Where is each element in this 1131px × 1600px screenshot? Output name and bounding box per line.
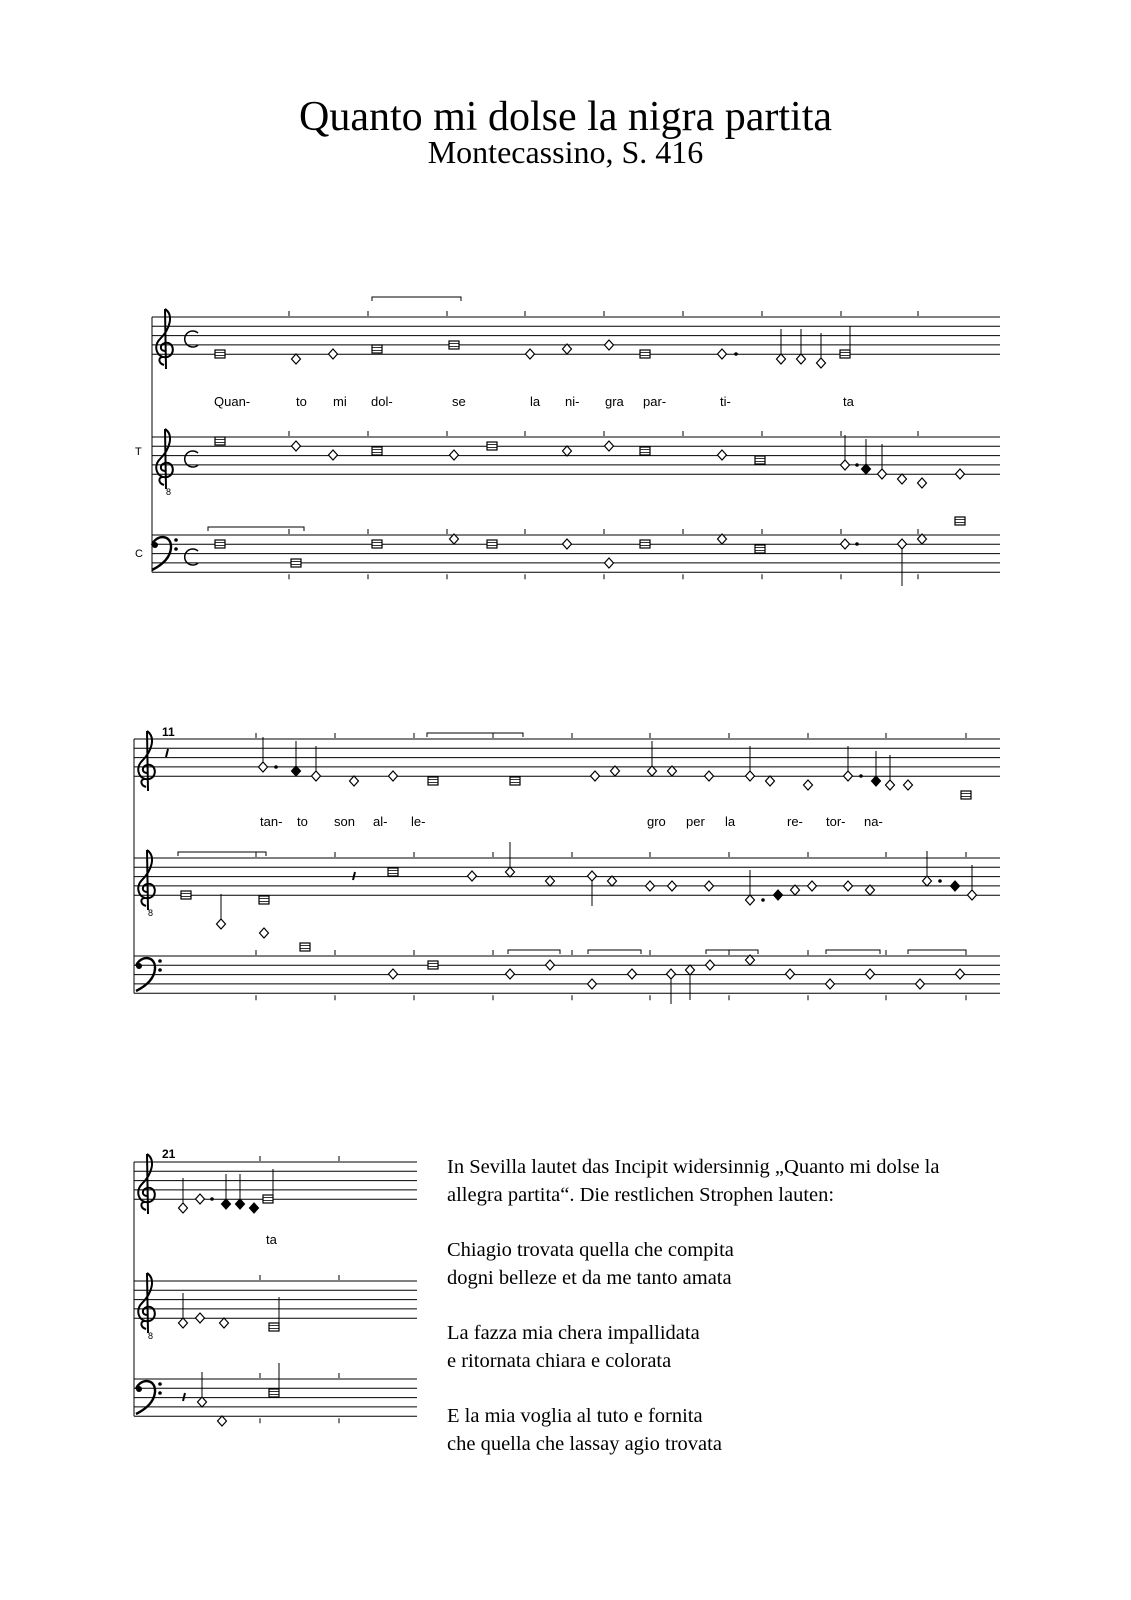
stanza-line: Chiagio trovata quella che compita — [447, 1239, 734, 1261]
ligature-bracket — [178, 852, 266, 856]
breve-note — [755, 545, 765, 553]
octave-mark: 8 — [148, 1331, 154, 1341]
semibreve-note — [686, 965, 695, 975]
semibreve-note — [389, 771, 398, 781]
breve-note — [372, 447, 382, 455]
semibreve-note — [196, 1313, 205, 1323]
lyric-syllable: dol- — [371, 394, 393, 409]
commentary-line: allegra partita“. Die restlichen Strophen lauten: — [447, 1184, 835, 1206]
lyric-syllable: re- — [787, 814, 803, 829]
voice-label-contratenor: C — [135, 548, 143, 560]
semibreve-note — [605, 441, 614, 451]
semibreve-note — [259, 762, 268, 772]
semibreve-note — [179, 1318, 188, 1328]
semibreve-note — [292, 354, 301, 364]
rest — [183, 1393, 185, 1401]
page-title: Quanto mi dolse la nigra partita — [298, 94, 833, 140]
ligature-bracket — [372, 297, 461, 301]
lyric-syllable: to — [297, 814, 308, 829]
ligature-bracket — [427, 733, 523, 737]
semibreve-note — [866, 885, 875, 895]
breve-note — [428, 961, 438, 969]
stanza-line: che quella che lassay agio trovata — [447, 1433, 722, 1455]
semibreve-note — [844, 771, 853, 781]
semibreve-note — [220, 1318, 229, 1328]
semibreve-note — [791, 885, 800, 895]
breve-note — [487, 540, 497, 548]
semibreve-note — [329, 450, 338, 460]
bass-clef — [174, 547, 178, 551]
semibreve-note — [563, 344, 572, 354]
semibreve-note — [777, 354, 786, 364]
stanza-2 — [447, 1236, 1007, 1292]
lyric-syllable: tor- — [826, 814, 846, 829]
semibreve-note — [546, 960, 555, 970]
dot-of-addition — [855, 463, 859, 467]
semibreve-note — [886, 780, 895, 790]
bass-clef — [158, 959, 162, 963]
semibreve-note — [196, 1194, 205, 1204]
semibreve-note — [705, 881, 714, 891]
semibreve-note — [608, 876, 617, 886]
semibreve-note — [605, 558, 614, 568]
minim-note — [951, 881, 960, 891]
semibreve-note — [956, 969, 965, 979]
minim-note — [250, 1203, 259, 1213]
semibreve-note — [648, 766, 657, 776]
semibreve-note — [292, 441, 301, 451]
semibreve-note — [605, 340, 614, 350]
breve-note — [510, 777, 520, 785]
semibreve-note — [746, 771, 755, 781]
lyric-syllable: la — [530, 394, 541, 409]
minim-note — [236, 1199, 245, 1209]
lyric-syllable: al- — [373, 814, 388, 829]
treble-clef — [138, 1154, 155, 1214]
semibreve-note — [866, 969, 875, 979]
lyric-syllable: ta — [266, 1232, 277, 1247]
semibreve-note — [706, 960, 715, 970]
semibreve-note — [389, 969, 398, 979]
score-text — [135, 394, 883, 1247]
semibreve-note — [918, 478, 927, 488]
semibreve-note — [329, 349, 338, 359]
semibreve-note — [179, 1203, 188, 1213]
semibreve-note — [198, 1397, 207, 1407]
semibreve-note — [923, 876, 932, 886]
lyric-syllable: son — [334, 814, 355, 829]
minim-note — [872, 776, 881, 786]
bass-clef — [158, 968, 162, 972]
dot-of-addition — [274, 765, 278, 769]
semibreve-note — [563, 446, 572, 456]
semibreve-note — [817, 358, 826, 368]
semibreve-note — [312, 771, 321, 781]
treble-clef — [138, 1273, 155, 1333]
stanza-3 — [447, 1319, 1007, 1375]
bass-clef — [158, 1382, 162, 1386]
semibreve-note — [450, 450, 459, 460]
lyric-syllable: gro — [647, 814, 666, 829]
dot-of-addition — [938, 879, 942, 883]
ligature-bracket — [826, 950, 880, 954]
breve-note — [215, 540, 225, 548]
semibreve-note — [646, 881, 655, 891]
semibreve-note — [667, 969, 676, 979]
ligature-bracket — [208, 527, 304, 531]
semibreve-note — [904, 780, 913, 790]
ligature-bracket — [508, 950, 560, 954]
dot-of-addition — [761, 898, 765, 902]
breve-note — [487, 442, 497, 450]
breve-note — [259, 896, 269, 904]
lyric-syllable: par- — [643, 394, 667, 409]
breve-note — [269, 1323, 279, 1331]
bass-clef — [152, 542, 158, 548]
bass-clef — [158, 1391, 162, 1395]
treble-clef — [156, 429, 173, 489]
breve-note — [388, 868, 398, 876]
semibreve-note — [591, 771, 600, 781]
rest — [353, 872, 355, 880]
commentary-line: In Sevilla lautet das Incipit widersinnig „Quanto mi dolse la — [447, 1156, 940, 1178]
octave-mark: 8 — [148, 908, 154, 918]
breve-note — [291, 559, 301, 567]
semibreve-note — [260, 928, 269, 938]
lyric-syllable: to — [296, 394, 307, 409]
treble-clef — [138, 850, 155, 910]
breve-note — [263, 1195, 273, 1203]
lyric-syllable: na- — [864, 814, 883, 829]
semibreve-note — [588, 979, 597, 989]
lyric-syllable: gra — [605, 394, 624, 409]
minim-note — [774, 890, 783, 900]
stanza-4 — [447, 1402, 1007, 1458]
semibreve-note — [841, 460, 850, 470]
semibreve-note — [705, 771, 714, 781]
semibreve-note — [766, 776, 775, 786]
stanza-line: La fazza mia chera impallidata — [447, 1322, 700, 1344]
breve-note — [961, 791, 971, 799]
lyric-syllable: mi — [333, 394, 347, 409]
breve-note — [269, 1389, 279, 1397]
octave-mark: 8 — [166, 487, 172, 497]
measure-number-21: 21 — [162, 1147, 176, 1161]
semibreve-note — [898, 474, 907, 484]
minim-note — [862, 464, 871, 474]
semibreve-note — [844, 881, 853, 891]
semibreve-note — [718, 349, 727, 359]
minim-note — [222, 1199, 231, 1209]
breve-note — [640, 540, 650, 548]
semibreve-note — [218, 1416, 227, 1426]
lyric-syllable: ta — [843, 394, 854, 409]
lyric-syllable: la — [725, 814, 736, 829]
semibreve-note — [588, 871, 597, 881]
lyric-syllable: se — [452, 394, 466, 409]
breve-note — [755, 456, 765, 464]
dot-of-addition — [859, 774, 863, 778]
page-subtitle: Montecassino, S. 416 — [427, 134, 704, 170]
measure-number-11: 11 — [162, 725, 175, 739]
breve-note — [449, 341, 459, 349]
commentary — [447, 1153, 1007, 1485]
treble-clef — [156, 309, 173, 369]
treble-clef — [138, 731, 155, 791]
semibreve-note — [611, 766, 620, 776]
breve-note — [300, 943, 310, 951]
semibreve-note — [746, 895, 755, 905]
semibreve-note — [506, 969, 515, 979]
dot-of-addition — [855, 542, 859, 546]
lyric-syllable: Quan- — [214, 394, 251, 409]
breve-note — [372, 540, 382, 548]
ligature-bracket — [706, 950, 758, 954]
semibreve-note — [826, 979, 835, 989]
lyric-syllable: le- — [411, 814, 426, 829]
semibreve-note — [786, 969, 795, 979]
commentary-intro — [447, 1153, 1007, 1209]
semibreve-note — [217, 919, 226, 929]
semibreve-note — [804, 780, 813, 790]
semibreve-note — [797, 354, 806, 364]
semibreve-note — [668, 766, 677, 776]
semibreve-note — [628, 969, 637, 979]
breve-note — [372, 345, 382, 353]
voice-label-tenor: T — [135, 446, 142, 458]
semibreve-note — [968, 890, 977, 900]
stanza-line: e ritornata chiara e colorata — [447, 1350, 672, 1372]
semibreve-note — [668, 881, 677, 891]
dot-of-addition — [210, 1197, 214, 1201]
breve-note — [215, 350, 225, 358]
lyric-syllable: per — [686, 814, 705, 829]
semibreve-note — [878, 469, 887, 479]
lyric-syllable: tan- — [260, 814, 283, 829]
stanza-line: E la mia voglia al tuto e fornita — [447, 1405, 703, 1427]
semibreve-note — [916, 979, 925, 989]
ligature-bracket — [908, 950, 966, 954]
semibreve-note — [526, 349, 535, 359]
semibreve-note — [350, 776, 359, 786]
breve-note — [955, 517, 965, 525]
semibreve-note — [956, 469, 965, 479]
breve-note — [840, 350, 850, 358]
stanza-line: dogni belleze et da me tanto amata — [447, 1267, 732, 1289]
semibreve-note — [841, 539, 850, 549]
semibreve-note — [468, 871, 477, 881]
lyric-syllable: ni- — [565, 394, 580, 409]
semibreve-note — [808, 881, 817, 891]
semibreve-note — [563, 539, 572, 549]
bass-clef — [136, 963, 142, 969]
bass-clef — [174, 538, 178, 542]
breve-note — [215, 437, 225, 445]
minim-note — [292, 766, 301, 776]
semibreve-note — [898, 539, 907, 549]
semibreve-note — [718, 450, 727, 460]
semibreve-note — [546, 876, 555, 886]
dot-of-addition — [734, 352, 738, 356]
breve-note — [181, 891, 191, 899]
rest — [166, 749, 168, 757]
breve-note — [640, 447, 650, 455]
ligature-bracket — [588, 950, 641, 954]
semibreve-note — [506, 867, 515, 877]
lyric-syllable: ti- — [720, 394, 731, 409]
breve-note — [640, 350, 650, 358]
breve-note — [428, 777, 438, 785]
bass-clef — [136, 1386, 142, 1392]
